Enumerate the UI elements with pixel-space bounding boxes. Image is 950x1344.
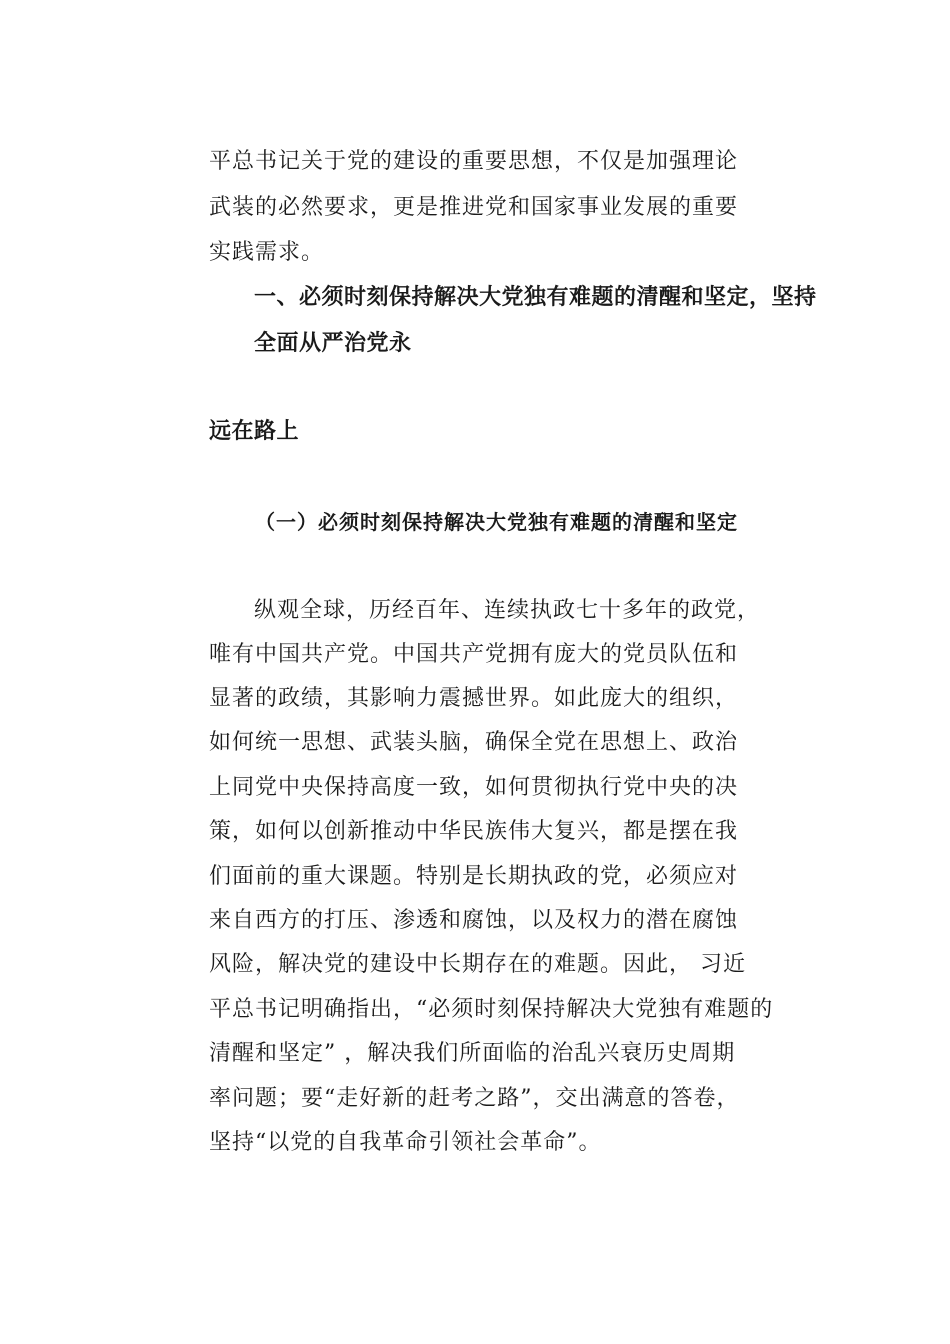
body-line-11: 清醒和坚定” ，解决我们所面临的治乱兴衰历史周期 — [209, 1041, 736, 1066]
section-heading: （一）必须时刻保持解决大党独有难题的清醒和坚定 — [255, 510, 738, 534]
body-line-2: 唯有中国共产党。中国共产党拥有庞大的党员队伍和 — [209, 642, 739, 667]
heading1-line-1: 一、必须时刻保持解决大党独有难题的清醒和坚定，坚持 — [254, 285, 817, 310]
body-line-7: 们面前的重大课题。特别是长期执政的党，必须应对 — [209, 864, 739, 889]
intro-line-1: 平总书记关于党的建设的重要思想，不仅是加强理论 — [209, 149, 739, 174]
body-line-6: 策，如何以创新推动中华民族伟大复兴，都是摆在我 — [209, 819, 739, 844]
body-line-9: 风险，解决党的建设中长期存在的难题。因此， 习近 — [209, 952, 746, 977]
body-line-10: 平总书记明确指出，“必须时刻保持解决大党独有难题的 — [209, 997, 774, 1022]
body-line-4: 如何统一思想、武装头脑，确保全党在思想上、政治 — [209, 730, 739, 755]
body-line-3: 显著的政绩，其影响力震撼世界。如此庞大的组织， — [209, 686, 739, 711]
body-line-12: 率问题；要“走好新的赶考之路”，交出满意的答卷， — [209, 1086, 740, 1111]
body-line-1: 纵观全球，历经百年、连续执政七十多年的政党， — [254, 598, 761, 623]
heading1-line-3: 远在路上 — [209, 419, 300, 444]
intro-line-3: 实践需求。 — [209, 240, 325, 265]
intro-line-2: 武装的必然要求，更是推进党和国家事业发展的重要 — [209, 195, 739, 220]
body-line-13: 坚持“以党的自我革命引领社会革命”。 — [209, 1130, 602, 1155]
body-line-8: 来自西方的打压、渗透和腐蚀，以及权力的潜在腐蚀 — [209, 908, 739, 933]
heading1-line-2: 全面从严治党永 — [254, 331, 412, 356]
body-line-5: 上同党中央保持高度一致，如何贯彻执行党中央的决 — [209, 775, 739, 800]
